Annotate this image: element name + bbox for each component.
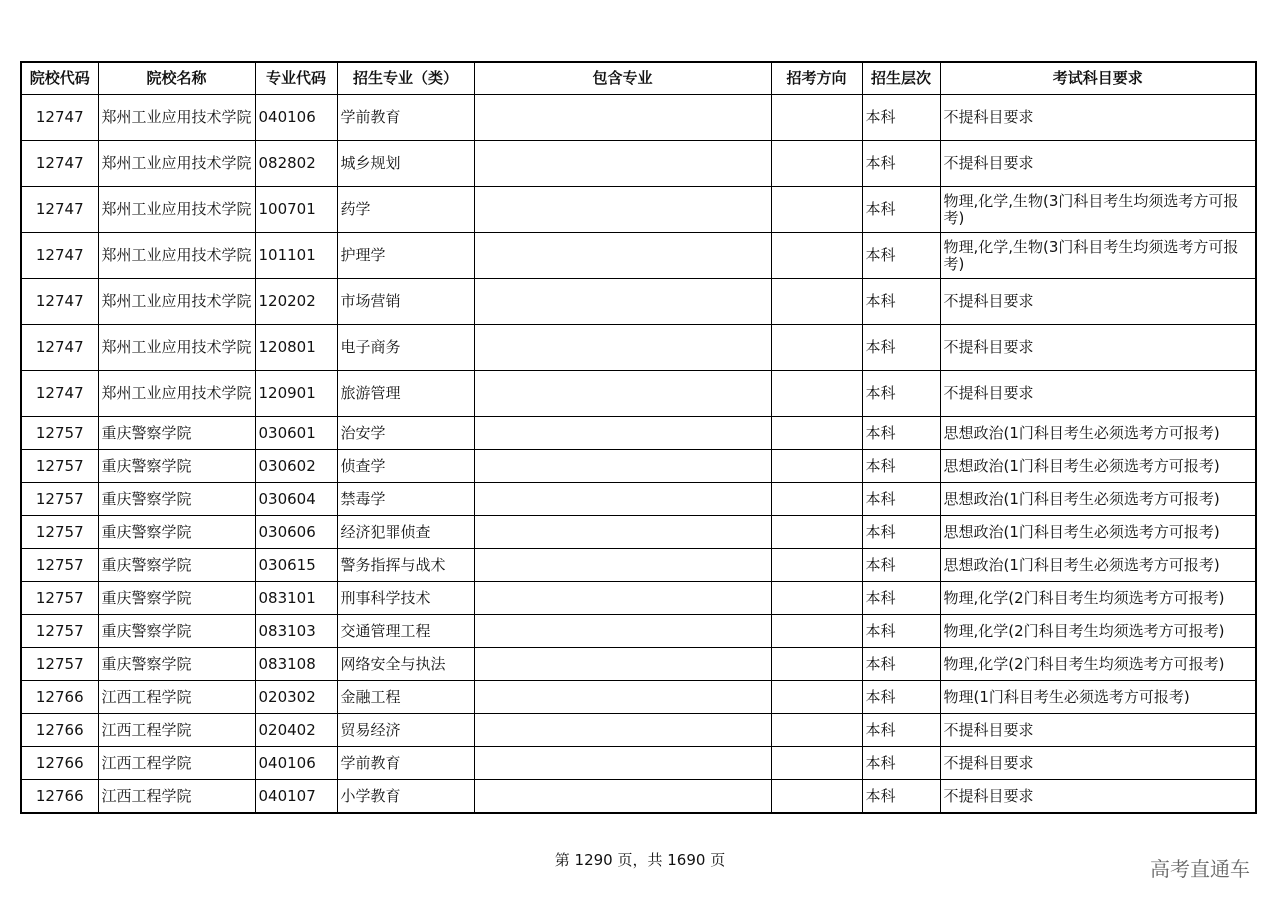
cell-major: 金融工程 [337,681,474,714]
cell-major: 侦查学 [337,450,474,483]
cell-level: 本科 [862,279,940,325]
header-major: 招生专业（类） [337,62,474,95]
table-row [21,483,1256,516]
cell-major: 刑事科学技术 [337,582,474,615]
cell-major-code: 101101 [255,233,337,279]
cell-level: 本科 [862,95,940,141]
cell-major: 治安学 [337,417,474,450]
cell-major: 药学 [337,187,474,233]
cell-school-code: 12757 [21,450,98,483]
cell-direction [771,615,862,648]
cell-direction [771,780,862,814]
cell-direction [771,714,862,747]
cell-school-name: 重庆警察学院 [98,450,255,483]
cell-school-name: 郑州工业应用技术学院 [98,325,255,371]
cell-major-code: 030615 [255,549,337,582]
cell-requirement: 思想政治(1门科目考生必须选考方可报考) [940,549,1256,582]
cell-major-code: 120901 [255,371,337,417]
cell-major-code: 100701 [255,187,337,233]
cell-requirement: 物理(1门科目考生必须选考方可报考) [940,681,1256,714]
cell-level: 本科 [862,582,940,615]
cell-school-code: 12747 [21,95,98,141]
cell-major-code: 120202 [255,279,337,325]
cell-school-name: 江西工程学院 [98,747,255,780]
cell-level: 本科 [862,648,940,681]
cell-school-name: 郑州工业应用技术学院 [98,187,255,233]
cell-includes [474,450,771,483]
watermark: 高考直通车 [1150,857,1250,881]
table-row [21,516,1256,549]
cell-level: 本科 [862,516,940,549]
cell-includes [474,483,771,516]
cell-major-code: 083103 [255,615,337,648]
cell-level: 本科 [862,417,940,450]
cell-school-name: 重庆警察学院 [98,582,255,615]
cell-major-code: 040107 [255,780,337,814]
cell-includes [474,747,771,780]
cell-school-code: 12747 [21,279,98,325]
cell-major-code: 083108 [255,648,337,681]
cell-major: 护理学 [337,233,474,279]
cell-direction [771,325,862,371]
cell-includes [474,279,771,325]
header-school-code: 院校代码 [21,62,98,95]
table-row [21,417,1256,450]
cell-direction [771,417,862,450]
cell-direction [771,681,862,714]
cell-includes [474,95,771,141]
cell-includes [474,549,771,582]
cell-school-code: 12747 [21,325,98,371]
cell-school-name: 郑州工业应用技术学院 [98,95,255,141]
cell-major: 电子商务 [337,325,474,371]
table-header-row [21,62,1256,95]
cell-level: 本科 [862,371,940,417]
cell-includes [474,780,771,814]
cell-requirement: 物理,化学(2门科目考生均须选考方可报考) [940,615,1256,648]
cell-school-code: 12757 [21,549,98,582]
header-level: 招生层次 [862,62,940,95]
cell-includes [474,516,771,549]
table-body [21,95,1256,814]
cell-includes [474,681,771,714]
cell-includes [474,417,771,450]
cell-includes [474,187,771,233]
cell-major: 禁毒学 [337,483,474,516]
cell-school-code: 12757 [21,483,98,516]
cell-school-code: 12757 [21,417,98,450]
cell-direction [771,582,862,615]
table-row [21,582,1256,615]
cell-school-name: 江西工程学院 [98,780,255,814]
cell-school-name: 重庆警察学院 [98,417,255,450]
cell-requirement: 不提科目要求 [940,279,1256,325]
table-row [21,681,1256,714]
cell-requirement: 不提科目要求 [940,714,1256,747]
cell-major: 旅游管理 [337,371,474,417]
cell-requirement: 物理,化学,生物(3门科目考生均须选考方可报考) [940,233,1256,279]
cell-school-name: 江西工程学院 [98,714,255,747]
cell-requirement: 思想政治(1门科目考生必须选考方可报考) [940,417,1256,450]
cell-level: 本科 [862,141,940,187]
cell-includes [474,615,771,648]
cell-requirement: 不提科目要求 [940,371,1256,417]
cell-direction [771,450,862,483]
admissions-table [20,61,1257,814]
header-school-name: 院校名称 [98,62,255,95]
cell-requirement: 不提科目要求 [940,780,1256,814]
table-row [21,747,1256,780]
cell-level: 本科 [862,747,940,780]
cell-includes [474,371,771,417]
cell-level: 本科 [862,615,940,648]
cell-requirement: 物理,化学(2门科目考生均须选考方可报考) [940,582,1256,615]
cell-major-code: 020402 [255,714,337,747]
cell-direction [771,187,862,233]
header-includes: 包含专业 [474,62,771,95]
header-requirement: 考试科目要求 [940,62,1256,95]
cell-direction [771,279,862,325]
table-row [21,141,1256,187]
cell-major-code: 040106 [255,95,337,141]
cell-major: 经济犯罪侦查 [337,516,474,549]
cell-includes [474,582,771,615]
table-row [21,325,1256,371]
cell-major-code: 082802 [255,141,337,187]
cell-direction [771,95,862,141]
table-row [21,780,1256,814]
cell-direction [771,747,862,780]
cell-level: 本科 [862,780,940,814]
cell-school-code: 12766 [21,780,98,814]
table-row [21,187,1256,233]
cell-level: 本科 [862,549,940,582]
cell-major-code: 083101 [255,582,337,615]
cell-major: 贸易经济 [337,714,474,747]
cell-direction [771,371,862,417]
cell-major-code: 030604 [255,483,337,516]
cell-school-code: 12757 [21,582,98,615]
cell-requirement: 物理,化学,生物(3门科目考生均须选考方可报考) [940,187,1256,233]
cell-direction [771,549,862,582]
cell-level: 本科 [862,325,940,371]
cell-major: 交通管理工程 [337,615,474,648]
cell-school-code: 12747 [21,187,98,233]
cell-school-name: 重庆警察学院 [98,483,255,516]
cell-includes [474,141,771,187]
cell-school-name: 重庆警察学院 [98,549,255,582]
cell-school-code: 12747 [21,233,98,279]
table-row [21,648,1256,681]
cell-requirement: 思想政治(1门科目考生必须选考方可报考) [940,450,1256,483]
cell-requirement: 不提科目要求 [940,95,1256,141]
cell-major: 学前教育 [337,747,474,780]
cell-major-code: 030606 [255,516,337,549]
cell-requirement: 物理,化学(2门科目考生均须选考方可报考) [940,648,1256,681]
cell-major-code: 120801 [255,325,337,371]
table-row [21,233,1256,279]
cell-direction [771,648,862,681]
table-row [21,371,1256,417]
cell-major: 小学教育 [337,780,474,814]
cell-major-code: 020302 [255,681,337,714]
cell-direction [771,483,862,516]
table-row [21,714,1256,747]
cell-school-name: 重庆警察学院 [98,516,255,549]
cell-requirement: 不提科目要求 [940,325,1256,371]
cell-major-code: 030602 [255,450,337,483]
cell-school-code: 12766 [21,747,98,780]
cell-school-name: 郑州工业应用技术学院 [98,141,255,187]
table-row [21,95,1256,141]
cell-level: 本科 [862,187,940,233]
cell-requirement: 思想政治(1门科目考生必须选考方可报考) [940,483,1256,516]
cell-school-name: 郑州工业应用技术学院 [98,279,255,325]
cell-school-name: 江西工程学院 [98,681,255,714]
cell-level: 本科 [862,681,940,714]
cell-includes [474,325,771,371]
cell-major: 网络安全与执法 [337,648,474,681]
cell-includes [474,648,771,681]
cell-school-code: 12766 [21,714,98,747]
cell-direction [771,516,862,549]
cell-school-code: 12757 [21,615,98,648]
cell-includes [474,714,771,747]
cell-major-code: 040106 [255,747,337,780]
page-number: 第 1290 页，共 1690 页 [554,851,726,869]
cell-major: 警务指挥与战术 [337,549,474,582]
cell-level: 本科 [862,450,940,483]
cell-includes [474,233,771,279]
cell-level: 本科 [862,233,940,279]
cell-school-code: 12757 [21,516,98,549]
cell-direction [771,141,862,187]
header-major-code: 专业代码 [255,62,337,95]
cell-level: 本科 [862,483,940,516]
cell-requirement: 不提科目要求 [940,747,1256,780]
cell-major: 市场营销 [337,279,474,325]
cell-school-code: 12747 [21,371,98,417]
cell-school-code: 12747 [21,141,98,187]
cell-requirement: 思想政治(1门科目考生必须选考方可报考) [940,516,1256,549]
cell-school-code: 12757 [21,648,98,681]
cell-requirement: 不提科目要求 [940,141,1256,187]
cell-direction [771,233,862,279]
cell-level: 本科 [862,714,940,747]
table-row [21,450,1256,483]
cell-major: 学前教育 [337,95,474,141]
table-row [21,615,1256,648]
cell-school-name: 重庆警察学院 [98,615,255,648]
cell-school-name: 重庆警察学院 [98,648,255,681]
cell-major-code: 030601 [255,417,337,450]
cell-major: 城乡规划 [337,141,474,187]
header-direction: 招考方向 [771,62,862,95]
table-row [21,549,1256,582]
cell-school-name: 郑州工业应用技术学院 [98,233,255,279]
cell-school-code: 12766 [21,681,98,714]
cell-school-name: 郑州工业应用技术学院 [98,371,255,417]
table-row [21,279,1256,325]
